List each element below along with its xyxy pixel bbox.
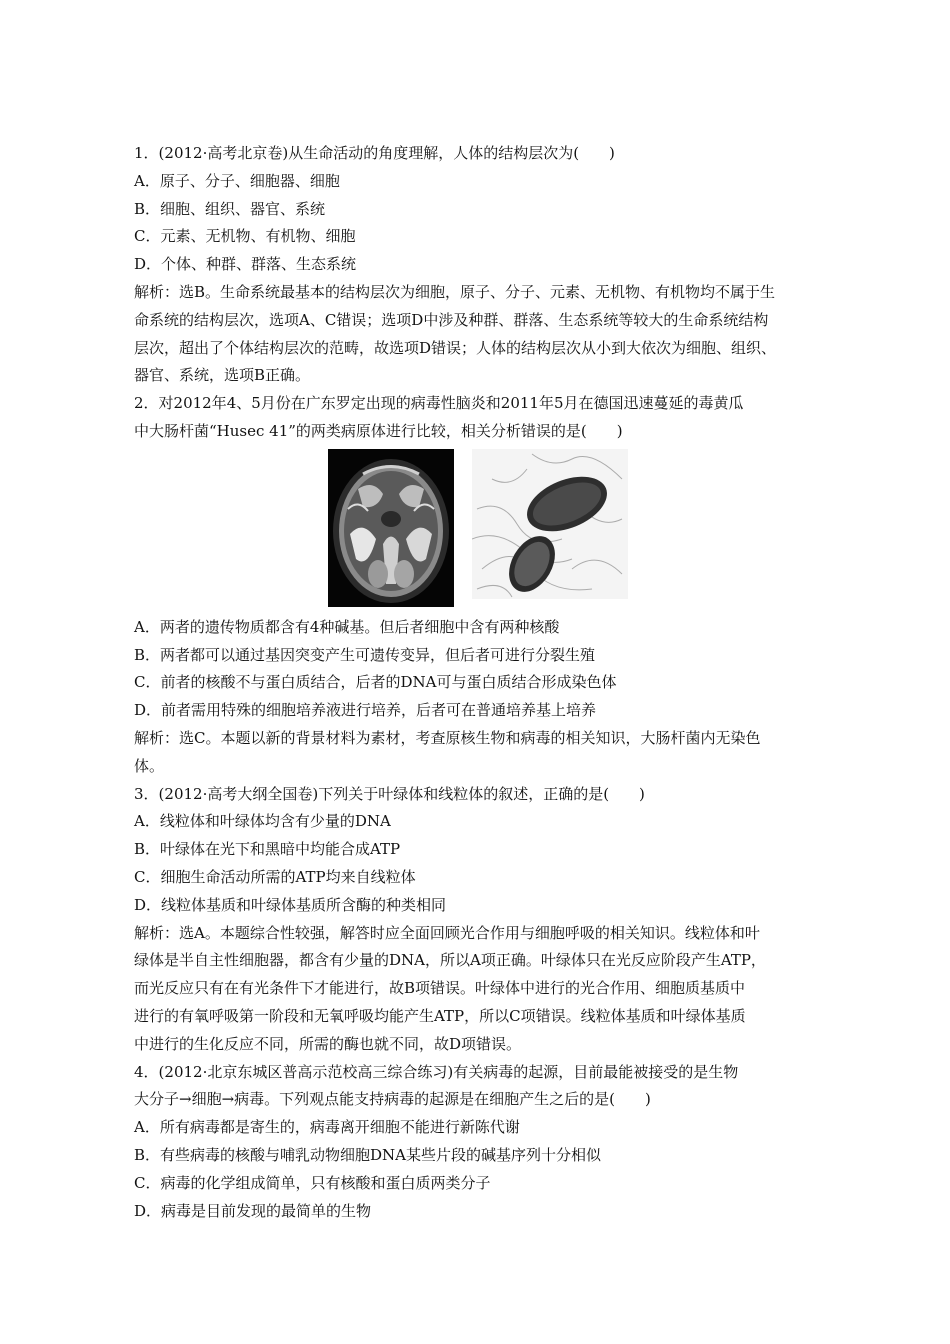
option-c: C．细胞生命活动所需的ATP均来自线粒体 — [134, 867, 416, 886]
analysis-line: 命系统的结构层次，选项A、C错误；选项D中涉及种群、群落、生态系统等较大的生命系统结构 — [134, 310, 769, 329]
option-c: C．病毒的化学组成简单，只有核酸和蛋白质两类分子 — [134, 1173, 491, 1192]
question-stem-line: 大分子→细胞→病毒。下列观点能支持病毒的起源是在细胞产生之后的是( ) — [134, 1090, 651, 1109]
option-a: A．两者的遗传物质都含有4种碱基。但后者细胞中含有两种核酸 — [134, 617, 560, 636]
analysis-line: 中进行的生化反应不同，所需的酶也就不同，故D项错误。 — [134, 1034, 522, 1053]
option-a: A．线粒体和叶绿体均含有少量的DNA — [134, 812, 391, 831]
analysis-line: 器官、系统，选项B正确。 — [134, 366, 311, 385]
analysis-line: 绿体是半自主性细胞器，都含有少量的DNA，所以A项正确。叶绿体只在光反应阶段产生ATP， — [134, 951, 766, 970]
option-d: D．病毒是目前发现的最简单的生物 — [134, 1201, 372, 1220]
analysis-line: 进行的有氧呼吸第一阶段和无氧呼吸均能产生ATP，所以C项错误。线粒体基质和叶绿体基质 — [134, 1006, 746, 1025]
ecoli-micrograph-image — [472, 449, 628, 599]
option-d: D．前者需用特殊的细胞培养液进行培养，后者可在普通培养基上培养 — [134, 701, 597, 720]
option-b: B．细胞、组织、器官、系统 — [134, 199, 326, 218]
option-d: D．个体、种群、群落、生态系统 — [134, 255, 357, 274]
option-a: A．所有病毒都是寄生的，病毒离开细胞不能进行新陈代谢 — [134, 1118, 520, 1137]
analysis-line: 而光反应只有在有光条件下才能进行，故B项错误。叶绿体中进行的光合作用、细胞质基质中 — [134, 979, 746, 998]
brain-mri-image — [328, 449, 454, 607]
question-stem-line: 2．对2012年4、5月份在广东罗定出现的病毒性脑炎和2011年5月在德国迅速蔓延的毒黄瓜 — [134, 394, 744, 413]
question-1 — [134, 140, 824, 390]
analysis-line: 体。 — [134, 756, 165, 775]
analysis-line: 解析：选B。生命系统最基本的结构层次为细胞，原子、分子、元素、无机物、有机物均不属于生 — [134, 282, 776, 301]
analysis-line: 层次，超出了个体结构层次的范畴，故选项D错误；人体的结构层次从小到大依次为细胞、组织、 — [134, 338, 777, 357]
option-b: B．叶绿体在光下和黑暗中均能合成ATP — [134, 840, 401, 859]
option-a: A．原子、分子、细胞器、细胞 — [134, 171, 340, 190]
document-page — [134, 140, 824, 1225]
option-d: D．线粒体基质和叶绿体基质所含酶的种类相同 — [134, 895, 447, 914]
option-b: B．有些病毒的核酸与哺乳动物细胞DNA某些片段的碱基序列十分相似 — [134, 1145, 602, 1164]
question-stem-line: 中大肠杆菌“Husec 41”的两类病原体进行比较，相关分析错误的是( ) — [134, 421, 623, 440]
option-c: C．前者的核酸不与蛋白质结合，后者的DNA可与蛋白质结合形成染色体 — [134, 673, 617, 692]
analysis-line: 解析：选C。本题以新的背景材料为素材，考查原核生物和病毒的相关知识，大肠杆菌内无染色 — [134, 728, 761, 747]
question-3 — [134, 781, 824, 1059]
question-2 — [134, 390, 824, 780]
question-4 — [134, 1059, 824, 1226]
figure-row — [134, 449, 824, 609]
question-stem-line: 1．(2012·高考北京卷)从生命活动的角度理解，人体的结构层次为( ) — [134, 144, 615, 162]
analysis-line: 解析：选A。本题综合性较强，解答时应全面回顾光合作用与细胞呼吸的相关知识。线粒体和叶 — [134, 923, 760, 942]
question-stem-line: 4．(2012·北京东城区普高示范校高三综合练习)有关病毒的起源，目前最能被接受的是生物 — [134, 1062, 739, 1081]
option-b: B．两者都可以通过基因突变产生可遗传变异，但后者可进行分裂生殖 — [134, 645, 596, 664]
option-c: C．元素、无机物、有机物、细胞 — [134, 227, 356, 246]
question-stem-line: 3．(2012·高考大纲全国卷)下列关于叶绿体和线粒体的叙述，正确的是( ) — [134, 784, 645, 803]
